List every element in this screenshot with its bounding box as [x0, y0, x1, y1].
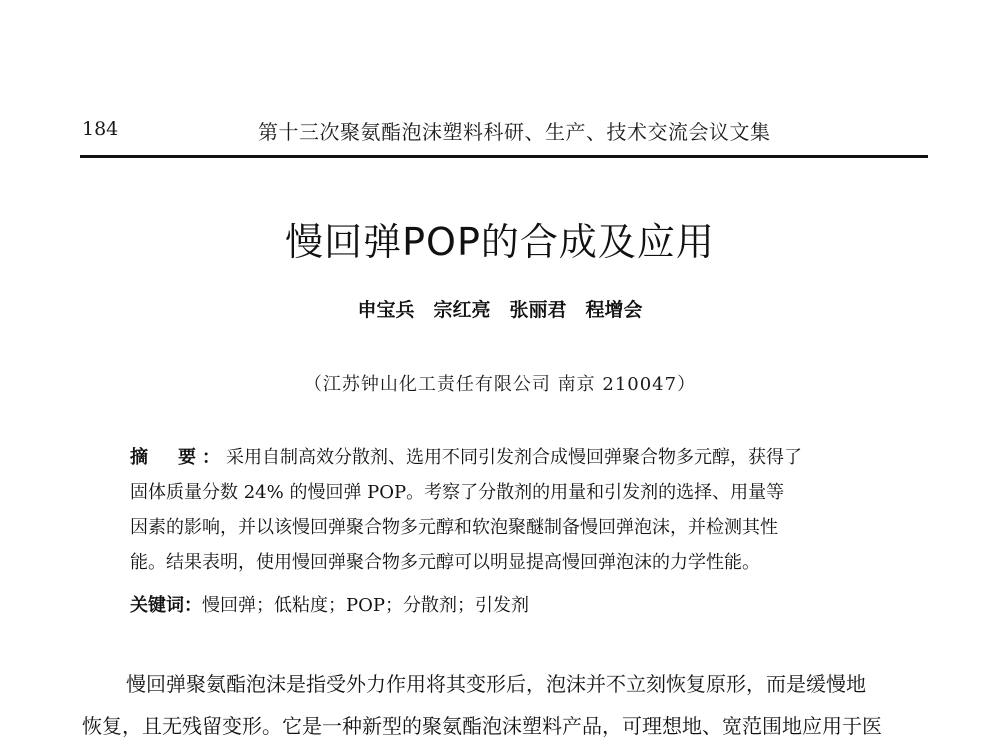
- keywords-label: 关键词：: [130, 595, 202, 616]
- abstract-line: 固体质量分数 24% 的慢回弹 POP。考察了分散剂的用量和引发剂的选择、用量等: [130, 482, 785, 503]
- author-list: 申宝兵 宗红亮 张丽君 程增会: [357, 299, 643, 321]
- header-rule: [80, 155, 928, 158]
- abstract-text: 采用自制高效分散剂、选用不同引发剂合成慢回弹聚合物多元醇，获得了: [226, 447, 802, 468]
- running-header-title: 第十三次聚氨酯泡沫塑料科研、生产、技术交流会议文集: [258, 120, 771, 144]
- abstract-line: [130, 440, 890, 475]
- keywords: [130, 591, 890, 621]
- abstract: [130, 440, 890, 580]
- body-paragraph: [82, 663, 928, 747]
- abstract-line: 能。结果表明，使用慢回弹聚合物多元醇可以明显提高慢回弹泡沫的力学性能。: [130, 552, 760, 573]
- affiliation: （江苏钟山化工责任有限公司 南京 210047）: [303, 374, 697, 395]
- article-title: 慢回弹POP的合成及应用: [285, 220, 715, 265]
- abstract-label: 摘 要：: [130, 447, 226, 468]
- page-number: 184: [82, 118, 119, 140]
- body-line: 恢复，且无残留变形。它是一种新型的聚氨酯泡沫塑料产品，可理想地、宽范围地应用于医: [82, 714, 882, 738]
- body-line: 慢回弹聚氨酯泡沫是指受外力作用将其变形后，泡沫并不立刻恢复原形，而是缓慢地: [126, 672, 866, 696]
- keywords-text: 慢回弹；低粘度；POP；分散剂；引发剂: [202, 595, 529, 616]
- abstract-line: 因素的影响，并以该慢回弹聚合物多元醇和软泡聚醚制备慢回弹泡沫，并检测其性: [130, 517, 778, 538]
